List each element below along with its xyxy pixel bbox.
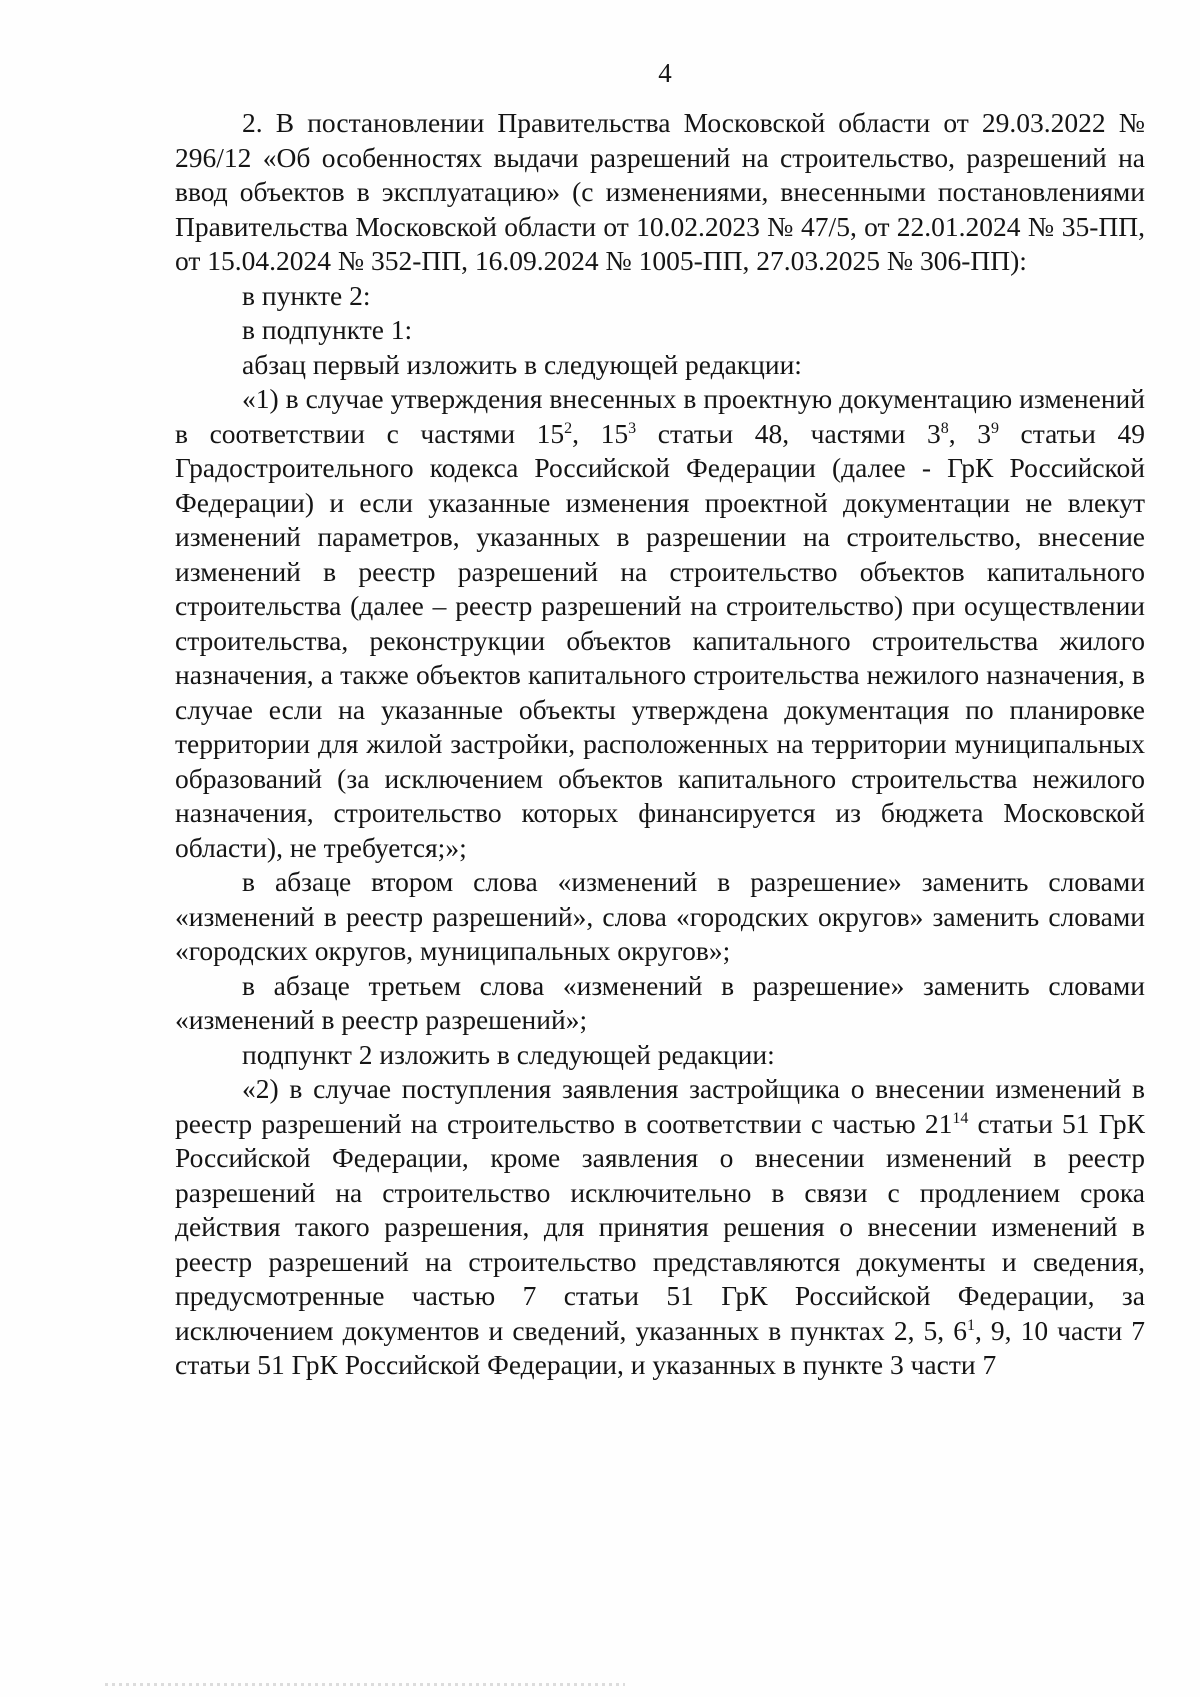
text-run: статьи 49 Градостроительного кодекса Российской Федерации (далее - ГрК Российской Федерации) и если указанные изменения проектной документации не влекут изменений параметров, указанных в разрешении на строительство, внесение изменений в реестр разрешений на строительство объектов капитального строительства (далее – реестр разрешений на строительство) при осуществлении строительства, реконструкции объектов капитального строительства жилого назначения, а также объектов капитального строительства нежилого назначения, в случае если на указанные объекты утверждена документация по планировке территории для жилой застройки, расположенных на территории муниципальных образований (за исключением объектов капитального строительства нежилого назначения, строительство которых финансируется из бюджета Московской области), не требуется;»; <box>175 417 1145 863</box>
text-run: статьи 51 ГрК Российской Федерации, кроме заявления о внесении изменений в реестр разрешений на строительство исключительно в связи с продлением срока действия такого разрешения, для принятия решения о внесении изменений в реестр разрешений на строительство представляются документы и сведения, предусмотренные частью 7 статьи 51 ГрК Российской Федерации, за исключением документов и сведений, указанных в пунктах 2, 5, 6 <box>175 1107 1145 1346</box>
paragraph-amendment-intro: 2. В постановлении Правительства Московской области от 29.03.2022 № 296/12 «Об особенностях выдачи разрешений на строительство, разрешений на ввод объектов в эксплуатацию» (с изменениями, внесенными постановлениями Правительства Московской области от 10.02.2023 № 47/5, от 22.01.2024 № 35-ПП, от 15.04.2024 № 352-ПП, 16.09.2024 № 1005-ПП, 27.03.2025 № 306-ПП): <box>175 107 1145 276</box>
superscript: 8 <box>940 419 949 437</box>
superscript: 2 <box>564 419 573 437</box>
text-run: , 3 <box>948 417 991 449</box>
superscript: 3 <box>628 419 637 437</box>
paragraph-first-para-instruction: абзац первый изложить в следующей редакции: <box>242 348 802 380</box>
paragraph-subitem-2-instruction: подпункт 2 изложить в следующей редакции: <box>242 1038 775 1070</box>
paragraph-new-subitem-2-text <box>175 1072 1145 1383</box>
superscript: 14 <box>952 1109 969 1127</box>
superscript: 1 <box>966 1316 975 1334</box>
scan-artifact <box>105 1683 625 1686</box>
paragraph-subitem-1: в подпункте 1: <box>242 314 413 345</box>
document-body <box>175 106 1145 1383</box>
paragraph-item-2: в пункте 2: <box>242 279 371 311</box>
text-run: статьи 48, частями 3 <box>636 417 941 449</box>
superscript: 9 <box>990 419 999 437</box>
paragraph-second-para-change: в абзаце втором слова «изменений в разрешение» заменить словами «изменений в реестр разрешений», слова «городских округов» заменить словами «городских округов, муниципальных округов»; <box>175 866 1145 966</box>
page-number: 4 <box>658 58 672 88</box>
text-run: , 15 <box>572 417 629 449</box>
text-run: «2) в случае поступления заявления застройщика о внесении изменений в реестр разрешений на строительство в соответствии с частью 21 <box>175 1073 1145 1139</box>
paragraph-third-para-change: в абзаце третьем слова «изменений в разрешение» заменить словами «изменений в реестр разрешений»; <box>175 969 1145 1035</box>
paragraph-new-subitem-1-text <box>175 382 1145 865</box>
text-run: «1) в случае утверждения внесенных в проектную документацию изменений в соответствии с частями 15 <box>175 383 1145 449</box>
text-run: , 9, 10 части 7 статьи 51 ГрК Российской Федерации, и указанных в пункте 3 части 7 <box>175 1314 1145 1380</box>
